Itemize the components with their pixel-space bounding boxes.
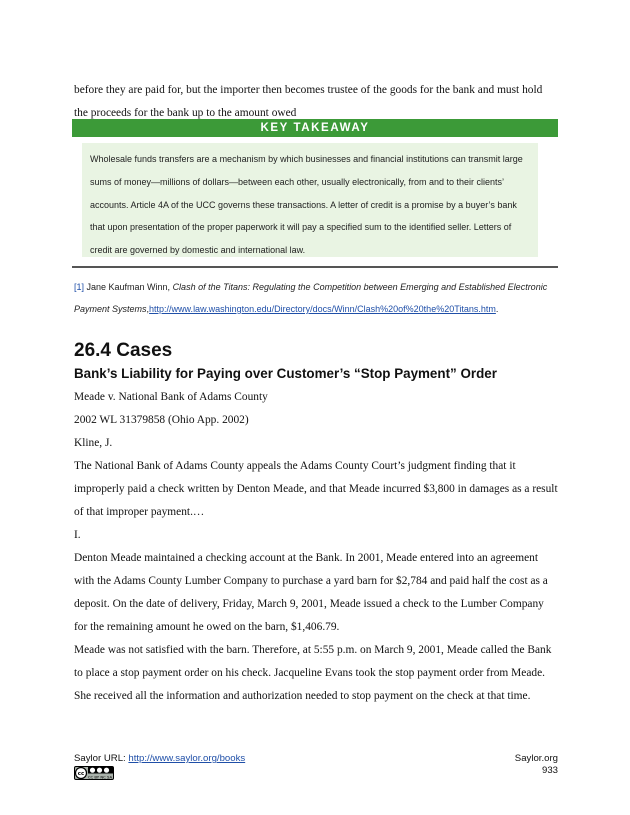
case-paragraph: Denton Meade maintained a checking account at the Bank. In 2001, Meade entered into an agreement with the Adams County Lumber Company to purchase a yard barn for $2,784 and paid half the cost as a deposit. On the date of delivery, Friday, March 9, 2001, Meade issued a check to the Lumber Company for the remaining amount he owed on the barn, $1,406.79. (74, 552, 548, 633)
case-citation: 2002 WL 31379858 (Ohio App. 2002) (74, 414, 249, 426)
footer-saylor-link[interactable]: http://www.saylor.org/books (128, 753, 246, 764)
key-takeaway-box (82, 143, 538, 257)
page-number: 933 (541, 765, 558, 776)
footnote-author: Jane Kaufman Winn, (84, 282, 173, 292)
key-takeaway-header: KEY TAKEAWAY (72, 119, 558, 137)
case-name: Meade v. National Bank of Adams County (74, 391, 268, 403)
intro-paragraph: before they are paid for, but the importer then becomes trustee of the goods for the bank and must hold the proceeds for the bank up to the amount owed (74, 84, 543, 119)
cc-license-icon (74, 766, 114, 780)
footer-left (74, 753, 245, 765)
footer-saylor-label: Saylor URL: (74, 753, 129, 764)
footnote-ref-link[interactable]: [1] (74, 282, 85, 292)
case-title: Bank’s Liability for Paying over Customer’s “Stop Payment” Order (74, 366, 497, 381)
footnote-url-link[interactable]: http://www.law.washington.edu/Directory/docs/Winn/Clash%20of%20the%20Titans.htm (149, 304, 496, 314)
footnote-divider (72, 266, 558, 268)
case-paragraph: The National Bank of Adams County appeals the Adams County Court’s judgment finding that it improperly paid a check written by Denton Meade, and that Meade incurred $3,800 in damages as a result of that improper payment.… (74, 460, 558, 518)
footer-right (515, 753, 558, 777)
license-badge-text: CC BY NC SA (87, 774, 113, 780)
key-takeaway-text: Wholesale funds transfers are a mechanism by which businesses and financial institutions can transmit large sums of money—millions of dollars—between each other, usually electronically, from and to their clients’ accounts. Article 4A of the UCC governs these transactions. A letter of credit is a promise by a buyer’s bank that upon presentation of the proper paperwork it will pay a specified sum to the identified seller. Letters of credit are governed by domestic and international law. (90, 154, 523, 256)
footnote-separator: , (146, 304, 150, 314)
case-paragraph: Meade was not satisfied with the barn. Therefore, at 5:55 p.m. on March 9, 2001, Meade called the Bank to place a stop payment order on his check. Jacqueline Evans took the stop payment order from Meade. She received all the information and authorization needed to stop payment on the check at that time. (74, 644, 552, 702)
footnote-title: Clash of the Titans: Regulating the Competition between Emerging and Established Electronic Payment Systems (74, 282, 548, 314)
section-title: 26.4 Cases (74, 340, 173, 361)
case-judge: Kline, J. (74, 437, 113, 449)
footer-site: Saylor.org (514, 753, 558, 764)
case-body (74, 386, 558, 708)
svg-text:cc: cc (77, 771, 85, 778)
case-section-heading: I. (74, 529, 81, 541)
footnote (74, 276, 558, 320)
footnote-end: . (495, 304, 499, 314)
